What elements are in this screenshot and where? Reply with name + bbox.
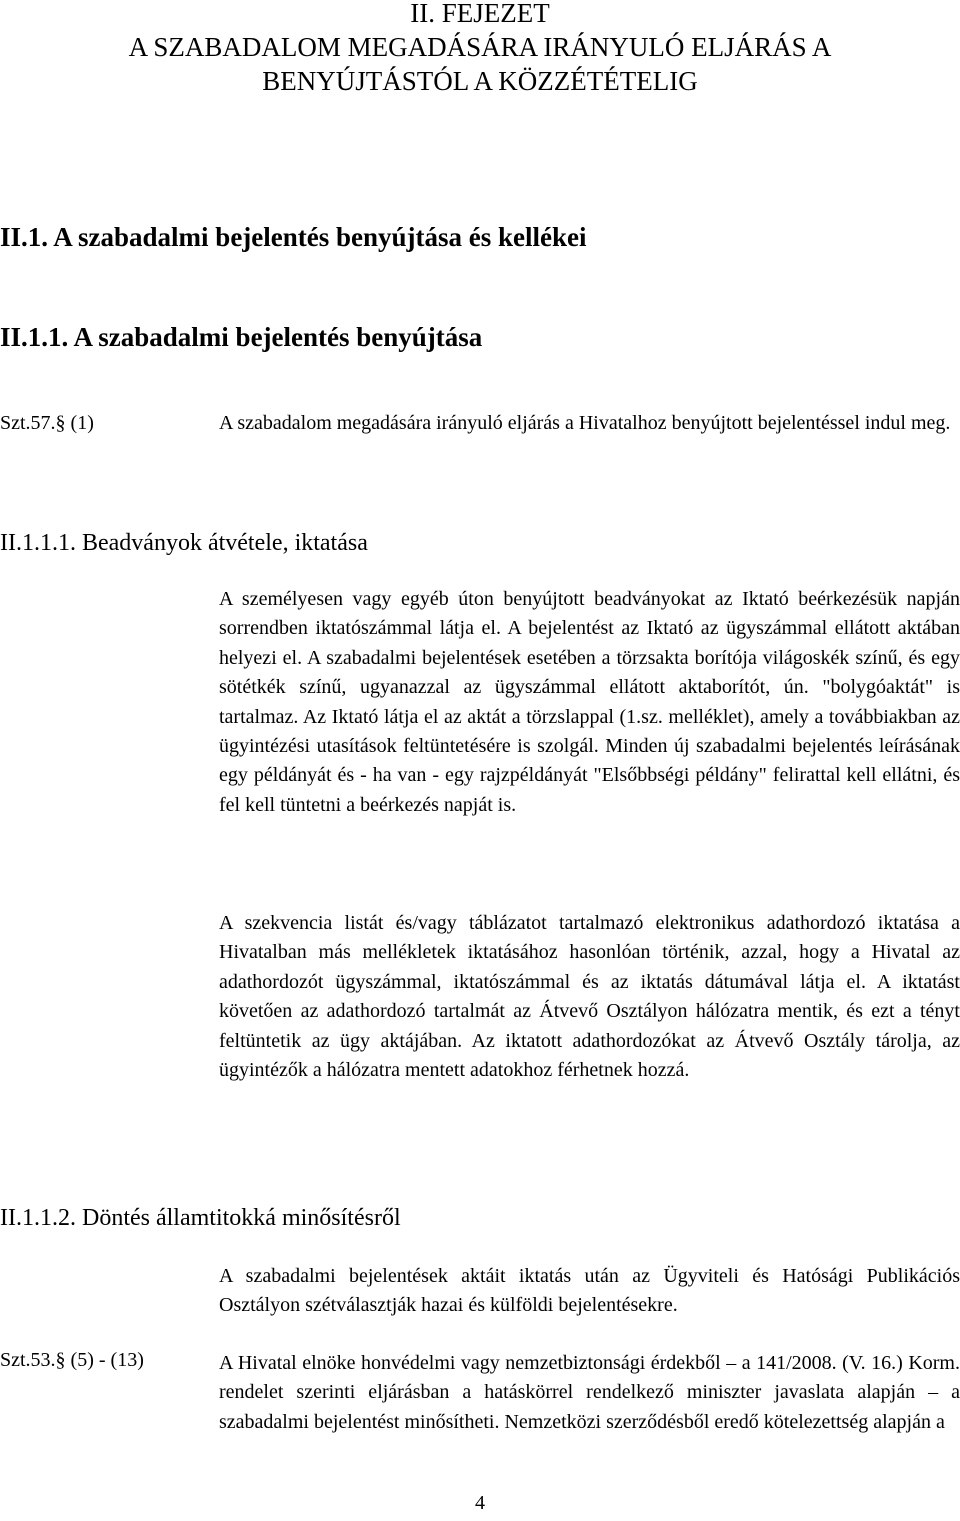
chapter-title-line-2: BENYÚJTÁSTÓL A KÖZZÉTÉTELIG [262, 66, 698, 96]
section-heading-ii-1: II.1. A szabadalmi bejelentés benyújtása és kellékei [0, 222, 587, 252]
page-number: 4 [475, 1492, 485, 1514]
section-heading-ii-1-1-2: II.1.1.2. Döntés államtitokká minősítésről [0, 1205, 401, 1231]
chapter-label: II. FEJEZET [410, 0, 550, 28]
paragraph-iktatas-1: A személyesen vagy egyéb úton benyújtott beadványokat az Iktató beérkezésük napján sorrendben iktatószámmal látja el. A bejelentést az Iktató az ügyszámmal ellátott aktában helyezi el. A szabadalmi bejelentések esetében a törzsakta borítója világoskék színű, és egy sötétkék színű, ugyanazzal az ügyszámmal ellátott aktaborítót, ún. "bolygóaktát" is tartalmaz. Az Iktató látja el az aktát a törzslappal (1.sz. melléklet), amely a továbbiakban az ügyintézési utasítások feltüntetésére is szolgál. Minden új szabadalmi bejelentés leírásának egy példányát és - ha van - egy rajzpéldányát "Elsőbbségi példány" felirattal kell ellátni, és fel kell tüntetni a beérkezés napját is. [219, 588, 960, 816]
legal-reference-szt57: Szt.57.§ (1) [0, 412, 94, 434]
chapter-title-line-1: A SZABADALOM MEGADÁSÁRA IRÁNYULÓ ELJÁRÁS A [128, 32, 832, 62]
paragraph-dontes: A szabadalmi bejelentések aktáit iktatás után az Ügyviteli és Hatósági Publikációs Osztályon szétválasztják hazai és külföldi bejelentésekre. [219, 1265, 960, 1317]
chapter-heading [0, 0, 960, 98]
section-heading-ii-1-1: II.1.1. A szabadalmi bejelentés benyújtása [0, 322, 483, 352]
paragraph-iktatas-2: A szekvencia listát és/vagy táblázatot tartalmazó elektronikus adathordozó iktatása a Hivatalban más mellékletek iktatásához hasonlóan történik, azzal, hogy a Hivatal az adathordozót ügyszámmal, iktatószámmal és az iktatás dátumával látja el. A iktatást követően az adathordozó tartalmát az Átvevő Osztályon hálózatra mentik, és ezt a tényt feltüntetik az ügy aktájában. Az iktatott adathordozókat az Átvevő Osztály tárolja, az ügyintézők a hálózatra mentett adatokhoz férhetnek hozzá. [219, 912, 960, 1082]
paragraph-szt53: A Hivatal elnöke honvédelmi vagy nemzetbiztonsági érdekből – a 141/2008. (V. 16.) Korm. rendelet szerinti eljárásban a hatáskörrel rendelkező miniszter javaslata alapján – a szabadalmi bejelentést minősítheti. Nemzetközi szerződésből eredő kötelezettség alapján a [219, 1352, 960, 1433]
paragraph-szt57: A szabadalom megadására irányuló eljárás a Hivatalhoz benyújtott bejelentéssel indul meg. [219, 412, 951, 434]
legal-reference-szt53: Szt.53.§ (5) - (13) [0, 1349, 144, 1371]
section-heading-ii-1-1-1: II.1.1.1. Beadványok átvétele, iktatása [0, 530, 368, 556]
